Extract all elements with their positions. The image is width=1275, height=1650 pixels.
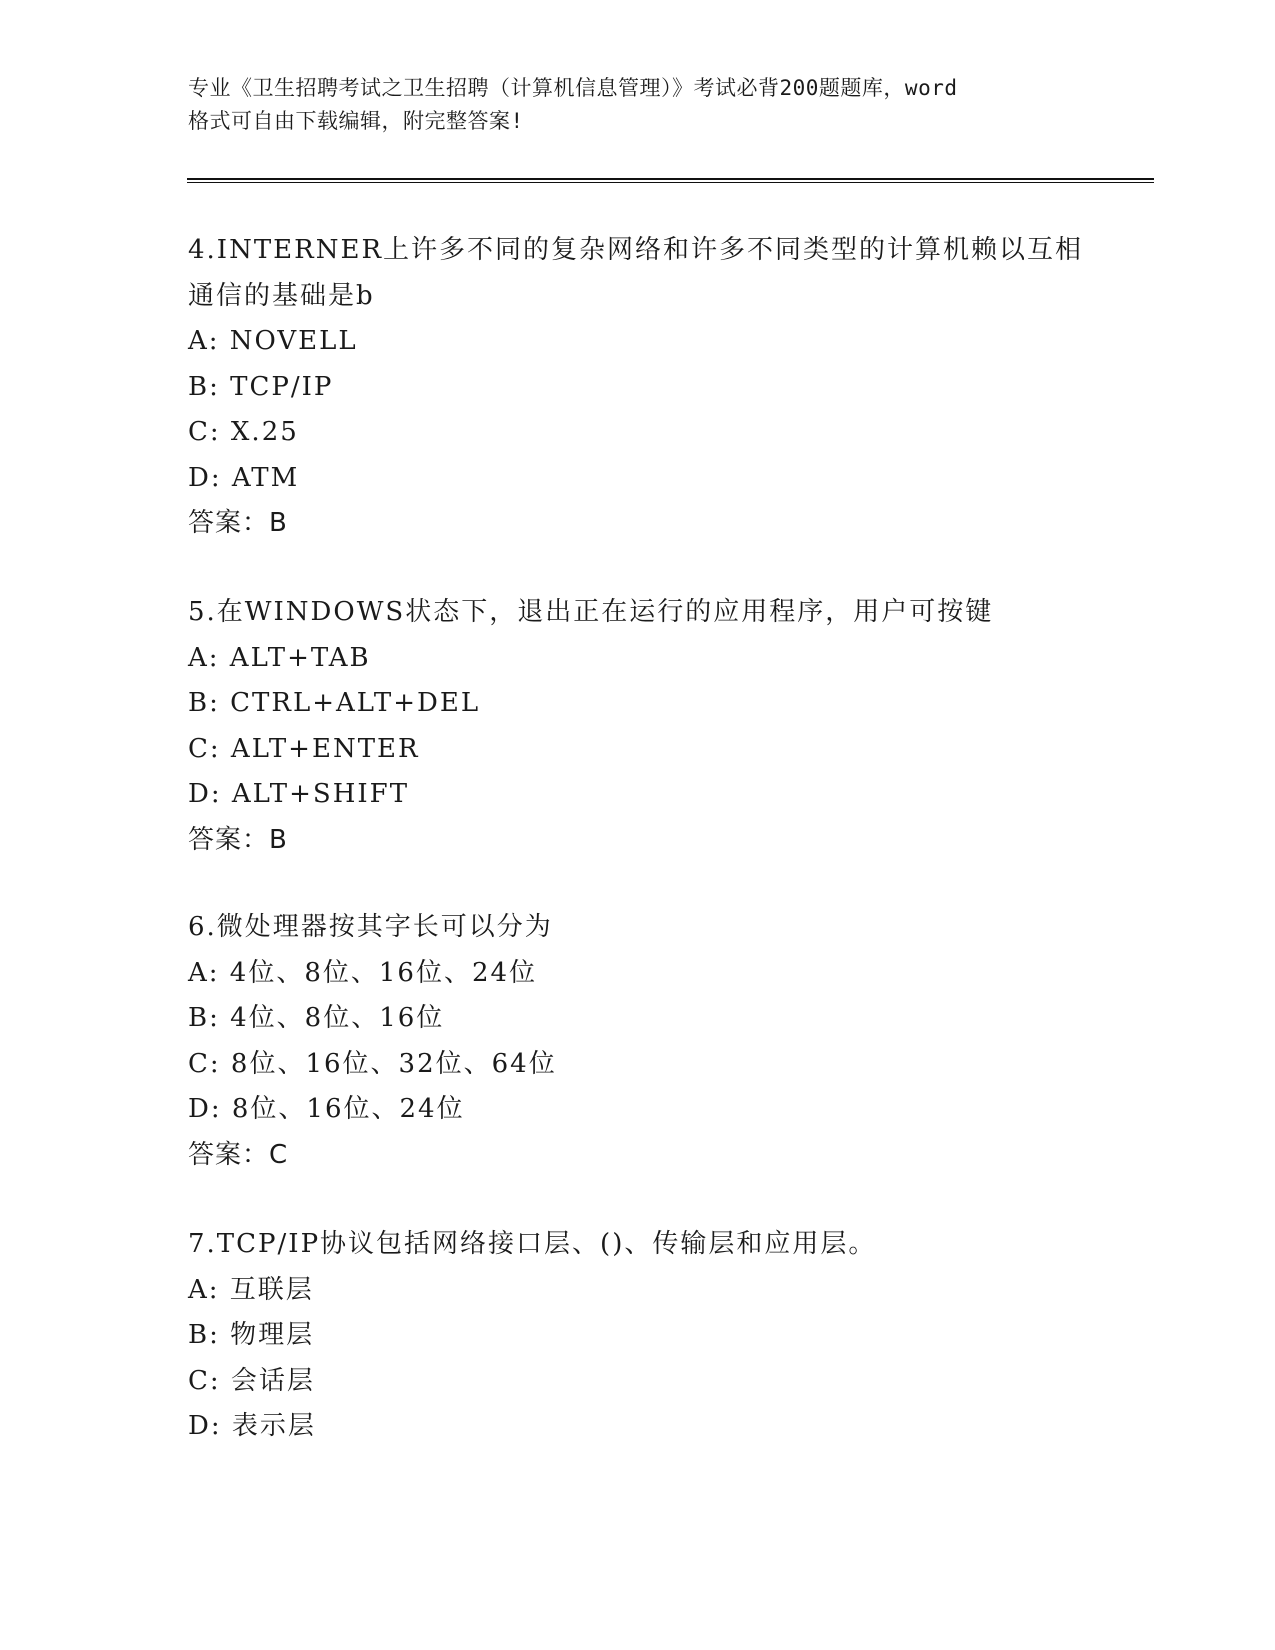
answer-line: 答案：B bbox=[188, 824, 288, 855]
header-line-2: 格式可自由下载编辑，附完整答案! bbox=[188, 109, 524, 133]
option-d: D: 8位、16位、24位 bbox=[188, 1094, 465, 1124]
option-a: A: ALT+TAB bbox=[188, 642, 371, 673]
header-divider bbox=[187, 178, 1154, 183]
question-4 bbox=[188, 228, 1088, 547]
option-b: B: CTRL+ALT+DEL bbox=[188, 688, 481, 718]
question-6 bbox=[188, 905, 1088, 1178]
option-a: A: NOVELL bbox=[188, 326, 358, 356]
header-line-1: 专业《卫生招聘考试之卫生招聘（计算机信息管理）》考试必背200题题库，word bbox=[188, 76, 958, 100]
option-c: C: ALT+ENTER bbox=[188, 733, 420, 764]
option-a: A: 互联层 bbox=[188, 1274, 314, 1305]
document-header bbox=[188, 72, 1088, 138]
option-b: B: 物理层 bbox=[188, 1320, 315, 1350]
option-c: C: X.25 bbox=[188, 417, 299, 447]
option-b: B: TCP/IP bbox=[188, 371, 334, 402]
option-b: B: 4位、8位、16位 bbox=[188, 1003, 445, 1033]
answer-line: 答案：B bbox=[188, 508, 288, 538]
option-d: D: ATM bbox=[188, 462, 300, 493]
option-d: D: 表示层 bbox=[188, 1411, 316, 1441]
question-7 bbox=[188, 1222, 1088, 1450]
question-stem: 5.在WINDOWS状态下，退出正在运行的应用程序，用户可按键 bbox=[188, 597, 994, 627]
option-a: A: 4位、8位、16位、24位 bbox=[188, 957, 538, 988]
option-c: C: 8位、16位、32位、64位 bbox=[188, 1048, 557, 1079]
question-stem-continued: 通信的基础是b bbox=[188, 280, 375, 311]
question-stem: 4.INTERNER上许多不同的复杂网络和许多不同类型的计算机赖以互相 bbox=[188, 235, 1084, 265]
question-5 bbox=[188, 590, 1088, 863]
question-stem: 7.TCP/IP协议包括网络接口层、()、传输层和应用层。 bbox=[188, 1229, 877, 1259]
option-c: C: 会话层 bbox=[188, 1365, 315, 1396]
question-stem: 6.微处理器按其字长可以分为 bbox=[188, 912, 553, 942]
option-d: D: ALT+SHIFT bbox=[188, 779, 410, 809]
answer-line: 答案：C bbox=[188, 1139, 289, 1170]
